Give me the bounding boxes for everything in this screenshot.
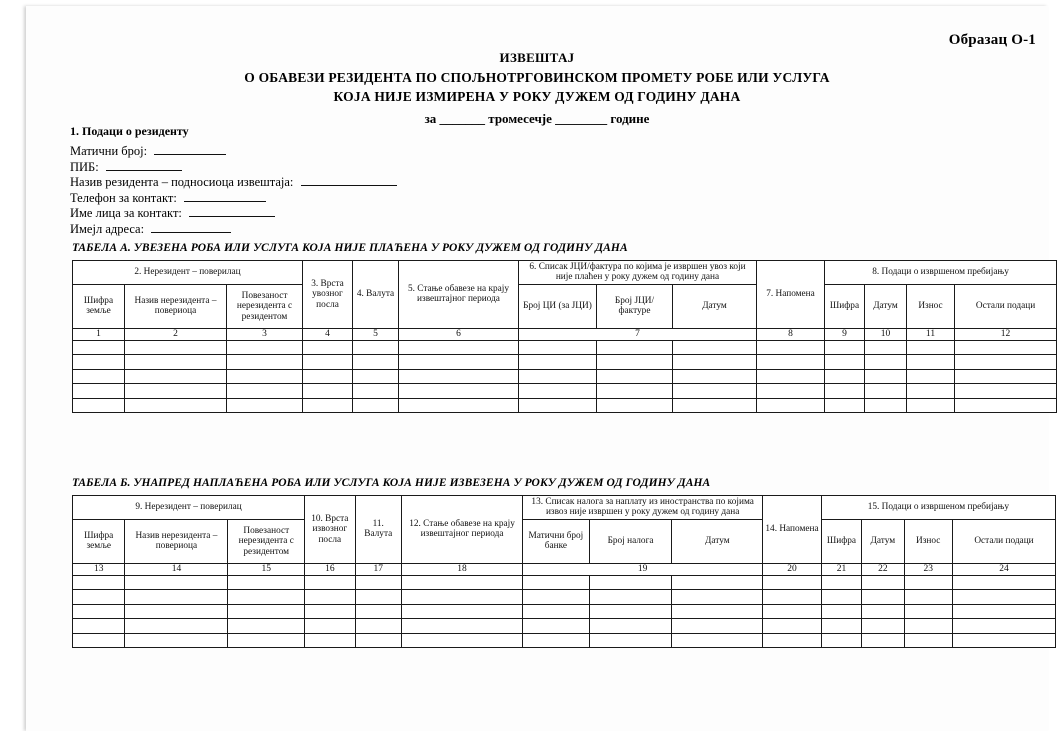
col-num: 22: [862, 563, 904, 575]
cell[interactable]: [757, 369, 825, 384]
cell[interactable]: [904, 633, 952, 648]
cell[interactable]: [227, 398, 303, 413]
col-num: 20: [763, 563, 822, 575]
cell[interactable]: [125, 604, 228, 619]
cell[interactable]: [672, 619, 763, 634]
col-num: 1: [73, 328, 125, 340]
table-row: [73, 284, 1057, 328]
th-country-code: Шифра земље: [73, 284, 125, 328]
field-pib: [70, 159, 397, 175]
cell[interactable]: [904, 604, 952, 619]
col-num: 16: [305, 563, 355, 575]
cell[interactable]: [227, 369, 303, 384]
cell[interactable]: [825, 355, 865, 370]
cell[interactable]: [589, 633, 672, 648]
cell[interactable]: [763, 590, 822, 605]
th-date: Датум: [673, 284, 757, 328]
cell[interactable]: [862, 633, 904, 648]
cell[interactable]: [353, 384, 399, 399]
field-label: Матични број:: [70, 144, 148, 158]
cell[interactable]: [303, 398, 353, 413]
cell[interactable]: [228, 575, 305, 590]
th-relation: Повезаност нерезидента с резидентом: [228, 519, 305, 563]
cell[interactable]: [303, 369, 353, 384]
cell[interactable]: [763, 619, 822, 634]
th-note: 14. Напомена: [763, 496, 822, 564]
cell[interactable]: [757, 340, 825, 355]
th-nonresident-name: Назив нерезидента – повериоца: [125, 519, 228, 563]
cell[interactable]: [865, 340, 907, 355]
field-maticni-broj: [70, 143, 397, 159]
th-obligation-state: 5. Стање обавезе на крају извештајног периода: [399, 261, 519, 329]
cell[interactable]: [673, 369, 757, 384]
cell[interactable]: [597, 340, 673, 355]
cell[interactable]: [952, 633, 1055, 648]
cell[interactable]: [825, 398, 865, 413]
cell[interactable]: [825, 369, 865, 384]
field-label: Телефон за контакт:: [70, 190, 177, 205]
cell[interactable]: [305, 633, 355, 648]
cell[interactable]: [865, 384, 907, 399]
cell[interactable]: [672, 590, 763, 605]
cell[interactable]: [825, 384, 865, 399]
section-1-heading: 1. Подаци о резиденту: [70, 124, 189, 138]
form-code: Образац О-1: [948, 32, 1036, 48]
th-settlement-amount: Износ: [904, 519, 952, 563]
cell[interactable]: [353, 398, 399, 413]
table-row: [73, 590, 1056, 605]
cell[interactable]: [227, 384, 303, 399]
cell[interactable]: [125, 398, 227, 413]
cell[interactable]: [597, 355, 673, 370]
cell[interactable]: [955, 355, 1057, 370]
cell[interactable]: [907, 355, 955, 370]
col-num: 3: [227, 328, 303, 340]
col-num: 21: [821, 563, 861, 575]
cell[interactable]: [673, 398, 757, 413]
cell[interactable]: [597, 398, 673, 413]
table-row: [73, 340, 1057, 355]
col-num: 7: [519, 328, 757, 340]
cell[interactable]: [305, 590, 355, 605]
cell[interactable]: [303, 340, 353, 355]
th-country-code: Шифра земље: [73, 519, 125, 563]
cell[interactable]: [73, 355, 125, 370]
col-num: 23: [904, 563, 952, 575]
cell[interactable]: [399, 355, 519, 370]
th-jci-number: Број ЦИ (за ЈЦИ): [519, 284, 597, 328]
cell[interactable]: [355, 590, 401, 605]
cell[interactable]: [862, 619, 904, 634]
cell[interactable]: [907, 340, 955, 355]
cell[interactable]: [125, 355, 227, 370]
cell[interactable]: [597, 369, 673, 384]
pib-input[interactable]: [106, 159, 182, 171]
ime-lica-input[interactable]: [189, 205, 275, 217]
cell[interactable]: [73, 384, 125, 399]
cell[interactable]: [821, 604, 861, 619]
cell[interactable]: [672, 604, 763, 619]
title-line-1: ИЗВЕШТАЈ: [499, 50, 575, 65]
cell[interactable]: [672, 633, 763, 648]
th-nonresident-creditor: 2. Нерезидент – поверилац: [73, 261, 303, 285]
cell[interactable]: [401, 633, 522, 648]
th-settlement-date: Датум: [865, 284, 907, 328]
cell[interactable]: [303, 355, 353, 370]
cell[interactable]: [952, 604, 1055, 619]
document-title: [26, 50, 1048, 127]
col-num: 17: [355, 563, 401, 575]
cell[interactable]: [523, 575, 590, 590]
cell[interactable]: [125, 340, 227, 355]
cell[interactable]: [862, 575, 904, 590]
cell[interactable]: [955, 369, 1057, 384]
table-row: [73, 384, 1057, 399]
table-row: [73, 355, 1057, 370]
cell[interactable]: [125, 590, 228, 605]
cell[interactable]: [125, 619, 228, 634]
cell[interactable]: [73, 575, 125, 590]
field-naziv-rezidenta: [70, 174, 397, 190]
col-num: 19: [523, 563, 763, 575]
cell[interactable]: [821, 590, 861, 605]
table-b: [72, 495, 1056, 648]
th-settlement-other: Остали подаци: [952, 519, 1055, 563]
th-bank-id: Матични број банке: [523, 519, 590, 563]
cell[interactable]: [821, 633, 861, 648]
th-nonresident-name: Назив нерезидента – повериоца: [125, 284, 227, 328]
cell[interactable]: [353, 355, 399, 370]
cell[interactable]: [907, 384, 955, 399]
cell[interactable]: [763, 604, 822, 619]
field-label: Имејл адреса:: [70, 221, 145, 236]
table-row: [73, 369, 1057, 384]
cell[interactable]: [523, 590, 590, 605]
table-row: [73, 604, 1056, 619]
cell[interactable]: [401, 590, 522, 605]
cell[interactable]: [952, 575, 1055, 590]
title-period-line: за _______ тромесечје ________ године: [424, 111, 650, 126]
col-num: 14: [125, 563, 228, 575]
th-nonresident-creditor: 9. Нерезидент – поверилац: [73, 496, 305, 520]
cell[interactable]: [73, 340, 125, 355]
cell[interactable]: [73, 398, 125, 413]
cell[interactable]: [519, 398, 597, 413]
cell[interactable]: [862, 590, 904, 605]
cell[interactable]: [125, 384, 227, 399]
cell[interactable]: [523, 604, 590, 619]
cell[interactable]: [355, 619, 401, 634]
cell[interactable]: [519, 355, 597, 370]
th-settlement-code: Шифра: [821, 519, 861, 563]
col-num: 9: [825, 328, 865, 340]
th-settlement: 15. Подаци о извршеном пребијању: [821, 496, 1055, 520]
cell[interactable]: [519, 384, 597, 399]
cell[interactable]: [228, 590, 305, 605]
field-label: ПИБ:: [70, 159, 99, 174]
th-invoice-number: Број ЈЦИ/фактуре: [597, 284, 673, 328]
cell[interactable]: [673, 355, 757, 370]
cell[interactable]: [952, 619, 1055, 634]
th-invoice-list: 6. Списак ЈЦИ/фактура по којима је извршен увоз који није плаћен у року дужем од годину дана: [519, 261, 757, 285]
cell[interactable]: [399, 340, 519, 355]
th-import-type: 3. Врста увозног посла: [303, 261, 353, 329]
form-sheet: [26, 6, 1048, 731]
cell[interactable]: [523, 633, 590, 648]
naziv-rezidenta-input[interactable]: [301, 174, 397, 186]
col-num: 18: [401, 563, 522, 575]
cell[interactable]: [353, 369, 399, 384]
cell[interactable]: [821, 619, 861, 634]
field-label: Име лица за контакт:: [70, 206, 182, 220]
maticni-broj-input[interactable]: [154, 143, 226, 155]
cell[interactable]: [904, 619, 952, 634]
th-obligation-state: 12. Стање обавезе на крају извештајног периода: [401, 496, 522, 564]
cell[interactable]: [955, 384, 1057, 399]
table-row-column-numbers: [73, 328, 1057, 340]
cell[interactable]: [952, 590, 1055, 605]
table-row: [73, 619, 1056, 634]
cell[interactable]: [305, 575, 355, 590]
th-settlement-date: Датум: [862, 519, 904, 563]
cell[interactable]: [355, 575, 401, 590]
table-row: [73, 633, 1056, 648]
cell[interactable]: [305, 619, 355, 634]
col-num: 5: [353, 328, 399, 340]
col-num: 6: [399, 328, 519, 340]
cell[interactable]: [355, 604, 401, 619]
col-num: 10: [865, 328, 907, 340]
cell[interactable]: [227, 355, 303, 370]
col-num: 8: [757, 328, 825, 340]
imejl-input[interactable]: [151, 221, 231, 233]
cell[interactable]: [73, 369, 125, 384]
cell[interactable]: [399, 398, 519, 413]
cell[interactable]: [125, 369, 227, 384]
cell[interactable]: [519, 340, 597, 355]
cell[interactable]: [73, 633, 125, 648]
cell[interactable]: [589, 590, 672, 605]
cell[interactable]: [757, 384, 825, 399]
cell[interactable]: [228, 619, 305, 634]
resident-data-section: [70, 124, 397, 236]
cell[interactable]: [757, 398, 825, 413]
cell[interactable]: [821, 575, 861, 590]
table-b-caption: ТАБЕЛА Б. УНАПРЕД НАПЛАЋЕНА РОБА ИЛИ УСЛУГА КОЈА НИЈЕ ИЗВЕЗЕНА У РОКУ ДУЖЕМ ОД ГОДИНУ ДАНА: [72, 477, 711, 489]
cell[interactable]: [907, 398, 955, 413]
col-num: 11: [907, 328, 955, 340]
th-currency: 4. Валута: [353, 261, 399, 329]
telefon-input[interactable]: [184, 190, 266, 202]
table-row: [73, 398, 1057, 413]
title-line-2: О ОБАВЕЗИ РЕЗИДЕНТА ПО СПОЉНОТРГОВИНСКОМ ПРОМЕТУ РОБЕ ИЛИ УСЛУГА: [244, 70, 830, 85]
title-line-3: КОЈА НИЈЕ ИЗМИРЕНА У РОКУ ДУЖЕМ ОД ГОДИНУ ДАНА: [333, 89, 741, 104]
th-settlement: 8. Подаци о извршеном пребијању: [825, 261, 1057, 285]
cell[interactable]: [228, 633, 305, 648]
cell[interactable]: [401, 619, 522, 634]
th-settlement-code: Шифра: [825, 284, 865, 328]
cell[interactable]: [904, 590, 952, 605]
th-note: 7. Напомена: [757, 261, 825, 329]
field-imejl: [70, 221, 397, 237]
field-ime-lica: [70, 205, 397, 221]
cell[interactable]: [825, 340, 865, 355]
cell[interactable]: [862, 604, 904, 619]
cell[interactable]: [228, 604, 305, 619]
col-num: 12: [955, 328, 1057, 340]
cell[interactable]: [955, 340, 1057, 355]
table-a-caption: ТАБЕЛА А. УВЕЗЕНА РОБА ИЛИ УСЛУГА КОЈА НИЈЕ ПЛАЋЕНА У РОКУ ДУЖЕМ ОД ГОДИНУ ДАНА: [72, 242, 628, 254]
cell[interactable]: [589, 604, 672, 619]
col-num: 15: [228, 563, 305, 575]
col-num: 4: [303, 328, 353, 340]
th-relation: Повезаност нерезидента с резидентом: [227, 284, 303, 328]
th-order-list: 13. Списак налога за наплату из иностранства по којима извоз није извршен у року дужем од годину дана: [523, 496, 763, 520]
cell[interactable]: [763, 633, 822, 648]
cell[interactable]: [865, 369, 907, 384]
cell[interactable]: [757, 355, 825, 370]
cell[interactable]: [73, 604, 125, 619]
col-num: 24: [952, 563, 1055, 575]
cell[interactable]: [401, 575, 522, 590]
cell[interactable]: [399, 369, 519, 384]
cell[interactable]: [589, 575, 672, 590]
cell[interactable]: [907, 369, 955, 384]
cell[interactable]: [523, 619, 590, 634]
cell[interactable]: [227, 340, 303, 355]
cell[interactable]: [125, 633, 228, 648]
cell[interactable]: [73, 590, 125, 605]
cell[interactable]: [672, 575, 763, 590]
cell[interactable]: [399, 384, 519, 399]
th-date: Датум: [672, 519, 763, 563]
cell[interactable]: [589, 619, 672, 634]
cell[interactable]: [865, 398, 907, 413]
field-label: Назив резидента – подносиоца извештаја:: [70, 175, 294, 189]
cell[interactable]: [763, 575, 822, 590]
table-row: [73, 575, 1056, 590]
cell[interactable]: [865, 355, 907, 370]
cell[interactable]: [401, 604, 522, 619]
th-settlement-other: Остали подаци: [955, 284, 1057, 328]
th-export-type: 10. Врста извозног посла: [305, 496, 355, 564]
table-row-column-numbers: [73, 563, 1056, 575]
cell[interactable]: [519, 369, 597, 384]
cell[interactable]: [73, 619, 125, 634]
cell[interactable]: [904, 575, 952, 590]
col-num: 13: [73, 563, 125, 575]
table-a: [72, 260, 1057, 413]
th-currency: 11. Валута: [355, 496, 401, 564]
cell[interactable]: [673, 340, 757, 355]
th-settlement-amount: Износ: [907, 284, 955, 328]
cell[interactable]: [673, 384, 757, 399]
cell[interactable]: [955, 398, 1057, 413]
cell[interactable]: [353, 340, 399, 355]
cell[interactable]: [355, 633, 401, 648]
field-telefon: [70, 190, 397, 206]
table-row: [73, 519, 1056, 563]
cell[interactable]: [303, 384, 353, 399]
col-num: 2: [125, 328, 227, 340]
cell[interactable]: [305, 604, 355, 619]
th-order-number: Број налога: [589, 519, 672, 563]
cell[interactable]: [597, 384, 673, 399]
cell[interactable]: [125, 575, 228, 590]
